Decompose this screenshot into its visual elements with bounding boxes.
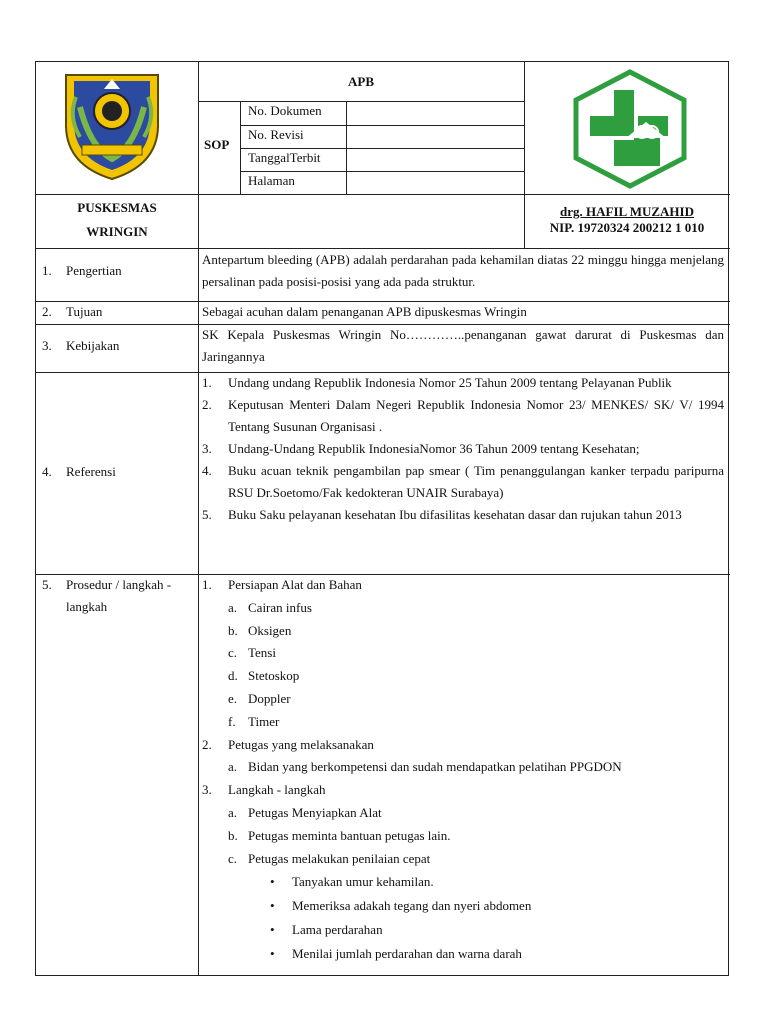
list-item: 1. Undang undang Republik Indonesia Nomor 25 Tahun 2009 tentang Pelayanan Publik [202,375,672,390]
list-item: 3. Langkah - langkah [202,782,326,798]
list-item: c. Petugas melakukan penilaian cepat [228,850,431,866]
section-label-tujuan: Tujuan [66,304,103,319]
bullet-icon: • [270,946,275,962]
list-item: e. Doppler [228,690,291,706]
list-item: • Memeriksa adakah tegang dan nyeri abdomen [202,894,724,918]
field-halaman: Halaman [248,173,295,188]
pengertian-text: Antepartum bleeding (APB) adalah perdarahan pada kehamilan diatas 22 minggu hingga menjelang persalinan pada posisi-posisi yang ada pada struktur. [202,252,724,289]
section-label-referensi: Referensi [66,464,116,479]
health-cross-icon [568,68,692,190]
section-label-kebijakan: Kebijakan [66,338,120,353]
org-name [36,196,198,244]
field-tanggal-terbit: TanggalTerbit [248,150,321,165]
list-item: 1. Persiapan Alat dan Bahan [202,577,362,592]
field-no-dokumen: No. Dokumen [248,103,322,118]
bullet-list [202,870,724,966]
list-item: 5. Buku Saku pelayanan kesehatan Ibu difasilitas kesehatan dasar dan rujukan tahun 2013 [202,507,682,522]
divider [198,101,524,102]
list-item: d. Stetoskop [228,668,300,684]
sop-label: SOP [204,137,230,152]
section-number: 2. [42,304,52,319]
shield-icon [60,67,164,183]
list-item: • Lama perdarahan [202,918,724,942]
list-item: c. Tensi [228,645,276,661]
regency-emblem [60,67,164,183]
divider [198,62,199,372]
list-item: a. Petugas Menyiapkan Alat [228,804,382,820]
section-number: 4. [42,464,52,479]
list-item: 4. Buku acuan teknik pengambilan pap smear ( Tim penanggulangan kanker terpadu paripurna RSU Dr.Soetomo/Fak kedokteran UNAIR Surabaya) [202,463,724,500]
referensi-list [202,372,724,526]
field-no-revisi: No. Revisi [248,127,304,142]
list-item: a. Bidan yang berkompetensi dan sudah mendapatkan pelatihan PPGDON [228,759,622,775]
org-name-line1: PUSKESMAS [77,200,157,215]
section-number: 5. [42,577,52,592]
puskesmas-logo [568,68,692,190]
document-title: APB [348,74,374,89]
section-label-pengertian: Pengertian [66,263,122,278]
list-item: a. Cairan infus [228,599,312,615]
section-label-prosedur: Prosedur / langkah - langkah [66,577,172,614]
list-item: 2. Petugas yang melaksanakan [202,736,374,752]
list-item: f. Timer [228,713,280,729]
list-item: 2. Keputusan Menteri Dalam Negeri Republik Indonesia Nomor 23/ MENKES/ SK/ V/ 1994 Tentang Susunan Organisasi . [202,397,724,434]
divider [36,194,730,195]
list-item: • Tanyakan umur kehamilan. [202,870,724,894]
tujuan-text: Sebagai acuhan dalam penanganan APB dipuskesmas Wringin [202,304,527,319]
prosedur-list [202,574,724,966]
section-number: 3. [42,338,52,353]
section-number: 1. [42,263,52,278]
list-item: 3. Undang-Undang Republik IndonesiaNomor 36 Tahun 2009 tentang Kesehatan; [202,441,640,456]
list-item: b. Petugas meminta bantuan petugas lain. [228,827,451,843]
kebijakan-text: SK Kepala Puskesmas Wringin No…………..penanganan gawat darurat di Puskesmas dan Jaringannya [202,327,724,364]
bullet-icon: • [270,874,275,890]
signer-name: drg. HAFIL MUZAHID [560,204,694,219]
org-name-line2: WRINGIN [86,224,148,239]
signer-block [524,204,730,236]
sop-document [35,61,729,976]
bullet-icon: • [270,898,275,914]
bullet-icon: • [270,922,275,938]
divider [198,372,199,975]
list-item: b. Oksigen [228,622,292,638]
signer-nip: NIP. 19720324 200212 1 010 [549,220,705,235]
list-item: • Menilai jumlah perdarahan dan warna darah [202,942,724,966]
